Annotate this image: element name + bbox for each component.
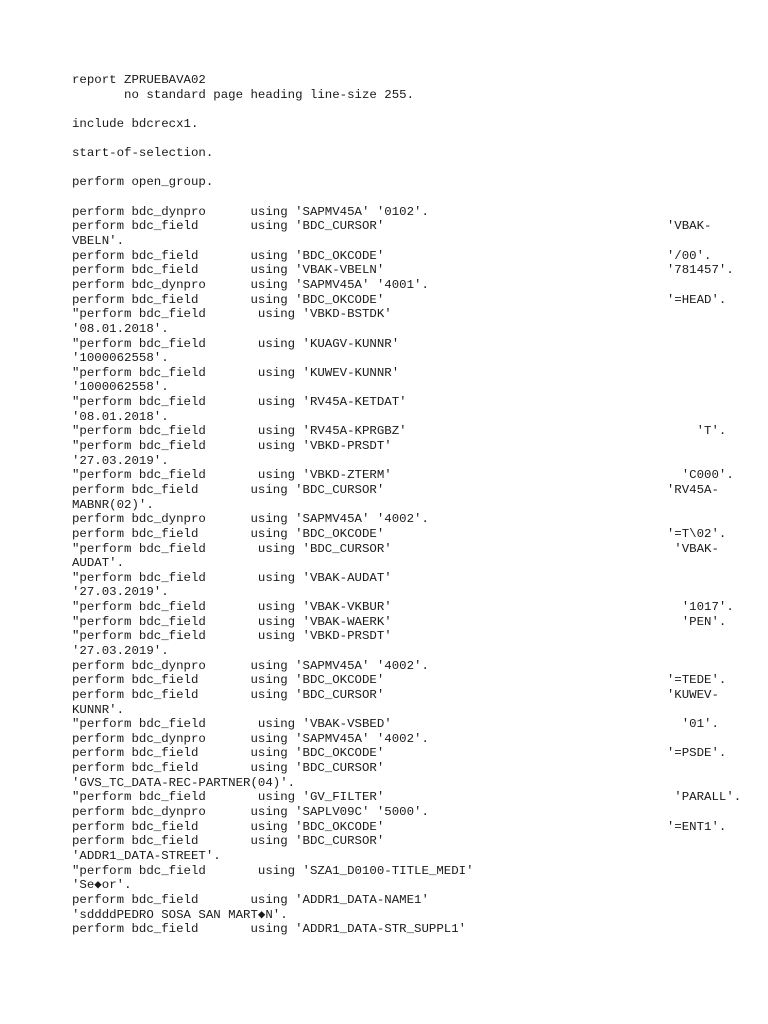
blank-line: [72, 190, 752, 205]
code-line: "perform bdc_field using 'RV45A-KPRGBZ' 'T'.: [72, 424, 727, 439]
code-line: "perform bdc_field using 'VBKD-BSTDK': [72, 307, 392, 322]
blank-line: [72, 161, 752, 176]
code-line: perform bdc_dynpro using 'SAPMV45A' '4001'.: [72, 277, 429, 292]
code-line: "perform bdc_field using 'KUWEV-KUNNR': [72, 365, 400, 380]
code-line: '1000062558'.: [72, 351, 169, 366]
code-line: "perform bdc_field using 'VBKD-PRSDT': [72, 629, 392, 644]
code-line: no standard page heading line-size 255.: [72, 87, 415, 102]
code-line: 'sddddPEDRO SOSA SAN MART◆N'.: [72, 907, 288, 922]
code-line: 'Se◆or'.: [72, 878, 132, 893]
code-line: perform bdc_field using 'BDC_OKCODE' '=TEDE'.: [72, 673, 727, 688]
code-line: '27.03.2019'.: [72, 643, 169, 658]
code-line: "perform bdc_field using 'VBAK-WAERK' 'PEN'.: [72, 614, 727, 629]
code-line: perform bdc_dynpro using 'SAPMV45A' '4002'.: [72, 731, 429, 746]
code-line: perform bdc_field using 'BDC_CURSOR': [72, 761, 385, 776]
code-line: perform bdc_dynpro using 'SAPLV09C' '5000'.: [72, 805, 429, 820]
code-line: '27.03.2019'.: [72, 453, 169, 468]
code-line: perform bdc_field using 'BDC_CURSOR': [72, 834, 385, 849]
code-line: perform bdc_field using 'BDC_CURSOR' 'RV45A-: [72, 482, 719, 497]
abap-code-listing: [72, 73, 752, 937]
code-line: "perform bdc_field using 'VBAK-VKBUR' '1017'.: [72, 600, 734, 615]
code-line: include bdcrecx1.: [72, 116, 199, 131]
code-line: "perform bdc_field using 'VBKD-ZTERM' 'C000'.: [72, 468, 734, 483]
code-line: 'ADDR1_DATA-STREET'.: [72, 848, 221, 863]
code-line: "perform bdc_field using 'VBAK-VSBED' '01'.: [72, 717, 719, 732]
code-line: perform bdc_field using 'ADDR1_DATA-NAME1': [72, 892, 429, 907]
code-line: KUNNR'.: [72, 702, 125, 717]
code-line: perform bdc_field using 'BDC_OKCODE' '=HEAD'.: [72, 292, 727, 307]
code-line: AUDAT'.: [72, 556, 125, 571]
code-line: 'GVS_TC_DATA-REC-PARTNER(04)'.: [72, 775, 296, 790]
code-line: "perform bdc_field using 'GV_FILTER' 'PARALL'.: [72, 790, 742, 805]
code-line: '27.03.2019'.: [72, 585, 169, 600]
blank-line: [72, 132, 752, 147]
code-line: MABNR(02)'.: [72, 497, 154, 512]
code-line: perform bdc_dynpro using 'SAPMV45A' '4002'.: [72, 658, 429, 673]
code-line: perform bdc_field using 'BDC_OKCODE' '=T\02'.: [72, 526, 727, 541]
code-line: perform bdc_dynpro using 'SAPMV45A' '4002'.: [72, 512, 429, 527]
code-line: start-of-selection.: [72, 146, 214, 161]
code-line: perform bdc_dynpro using 'SAPMV45A' '0102'.: [72, 204, 429, 219]
code-line: "perform bdc_field using 'RV45A-KETDAT': [72, 395, 407, 410]
blank-line: [72, 102, 752, 117]
code-line: "perform bdc_field using 'SZA1_D0100-TITLE_MEDI': [72, 863, 474, 878]
code-line: "perform bdc_field using 'VBKD-PRSDT': [72, 439, 392, 454]
code-line: '08.01.2018'.: [72, 409, 169, 424]
code-line: perform bdc_field using 'BDC_OKCODE' '=ENT1'.: [72, 819, 727, 834]
code-line: perform bdc_field using 'ADDR1_DATA-STR_SUPPL1': [72, 922, 467, 937]
code-line: "perform bdc_field using 'BDC_CURSOR' 'VBAK-: [72, 541, 719, 556]
code-line: perform bdc_field using 'BDC_OKCODE' '=PSDE'.: [72, 746, 727, 761]
code-line: perform bdc_field using 'BDC_CURSOR' 'VBAK-: [72, 219, 712, 234]
code-line: perform open_group.: [72, 175, 214, 190]
code-line: perform bdc_field using 'VBAK-VBELN' '781457'.: [72, 263, 734, 278]
code-line: report ZPRUEBAVA02: [72, 73, 206, 87]
code-line: VBELN'.: [72, 234, 125, 249]
code-line: '1000062558'.: [72, 380, 169, 395]
code-line: perform bdc_field using 'BDC_CURSOR' 'KUWEV-: [72, 687, 719, 702]
code-line: "perform bdc_field using 'VBAK-AUDAT': [72, 570, 392, 585]
code-line: '08.01.2018'.: [72, 321, 169, 336]
code-line: "perform bdc_field using 'KUAGV-KUNNR': [72, 336, 400, 351]
code-line: perform bdc_field using 'BDC_OKCODE' '/00'.: [72, 248, 712, 263]
